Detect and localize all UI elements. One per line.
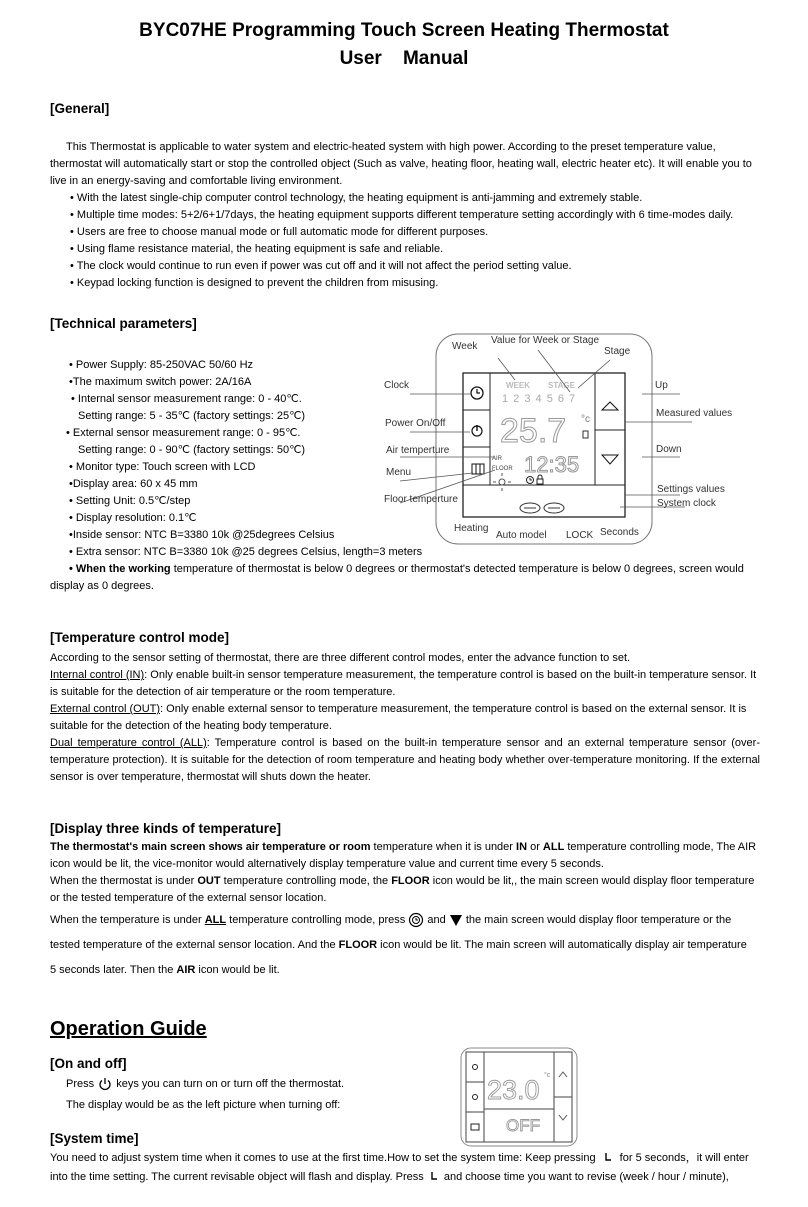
in-text: : Only enable built-in sensor temperature measurement, the temperature control is based on the built-in temperature sensor. It is suitable for the detection of air temperature or the room temperature. <box>50 669 757 698</box>
p5-a: 5 seconds later. Then the <box>50 964 177 976</box>
thermostat-diagram <box>380 330 760 550</box>
p1-a: temperature when it is under <box>373 841 517 853</box>
st-l2a: into the time setting. The current revisable object will flash and display. Press <box>50 1171 427 1183</box>
general-bullet: • Users are free to choose manual mode or full automatic mode for different purposes. <box>70 226 489 238</box>
system-time-line2 <box>50 1169 770 1186</box>
display-three-p1 <box>50 839 760 873</box>
tech-param: • Monitor type: Touch screen with LCD <box>69 461 256 473</box>
label-lock: LOCK <box>566 530 594 541</box>
general-heading: [General] <box>50 101 110 116</box>
heating-icon <box>493 473 511 491</box>
p3-b: temperature controlling mode, press <box>226 914 409 926</box>
p3-and: and <box>424 914 449 926</box>
tech-param: Setting range: 0 - 90℃ (factory settings: 50℃) <box>78 444 306 456</box>
control-mode-heading: [Temperature control mode] <box>50 630 230 645</box>
technical-heading: [Technical parameters] <box>50 316 197 331</box>
p3-c: the main screen would display floor temperature or the <box>462 914 732 926</box>
lcd-unit: °c <box>581 414 590 425</box>
label-measured: Measured values <box>656 408 733 419</box>
doc-title-line2: User Manual <box>339 48 469 69</box>
p1-b: temperature controlling mode, The AIR icon would be lit, the vice-monitor would alternatively display temperature value and current time every 5 seconds. <box>50 841 757 870</box>
display-three-p2 <box>50 873 760 907</box>
out-text: : Only enable external sensor to temperature measurement, the temperature control is based on the external sensor. It is suitable for the detection of the heating body temperature. <box>50 703 747 732</box>
tech-param: • Setting Unit: 0.5℃/step <box>69 495 191 507</box>
label-week: Week <box>452 341 478 352</box>
p2-floor: FLOOR <box>391 875 430 887</box>
label-up: Up <box>655 380 668 391</box>
tech-param: •Inside sensor: NTC B=3380 10k @25degrees Celsius <box>69 529 335 541</box>
thermostat-off-image <box>460 1047 578 1147</box>
lcd-stage-text: STAGE <box>548 381 575 390</box>
on-off-l1a: Press <box>66 1078 98 1090</box>
off-lcd-text: OFF <box>506 1116 540 1135</box>
tech-working-note-lead: • When the working <box>69 563 171 575</box>
label-auto: Auto model <box>496 530 547 541</box>
off-up-icon <box>559 1072 567 1077</box>
lcd-digits-row: 1 2 3 4 5 6 7 <box>502 393 577 405</box>
lcd-main-temp: 25.7 <box>500 412 567 450</box>
off-power-icon <box>473 1095 478 1100</box>
general-bullet: • With the latest single-chip computer control technology, the heating equipment is anti-jamming and extremely stable. <box>70 192 643 204</box>
general-bullet: • Using flame resistance material, the heating equipment is safe and reliable. <box>70 243 444 255</box>
tech-param: • External sensor measurement range: 0 - 95℃. <box>66 427 301 439</box>
p4-b: icon would be lit. The main screen will automatically display air temperature <box>377 939 747 951</box>
display-three-p4 <box>50 937 760 954</box>
label-power: Power On/Off <box>385 418 446 429</box>
label-air: Air temperture <box>386 445 450 456</box>
label-floor: Floor temperture <box>384 494 458 505</box>
lcd-air-tag: AIR <box>492 456 503 462</box>
st-l1a: You need to adjust system time when it comes to use at the first time.How to set the system time: Keep pressing <box>50 1152 599 1164</box>
p4-floor: FLOOR <box>338 939 378 951</box>
p3-a: When the temperature is under <box>50 914 205 926</box>
label-heating: Heating <box>454 523 489 534</box>
label-value-week-stage: Value for Week or Stage <box>491 335 600 346</box>
tech-param: • Internal sensor measurement range: 0 - 40℃. <box>71 393 302 405</box>
label-seconds: Seconds <box>600 527 639 538</box>
off-lcd-unit: °c <box>544 1072 551 1079</box>
control-mode-intro: According to the sensor setting of thermostat, there are three different control modes, enter the advance function to set. <box>50 652 631 664</box>
display-three-heading: [Display three kinds of temperature] <box>50 821 282 836</box>
off-down-icon <box>559 1115 567 1120</box>
system-time-line1 <box>50 1150 770 1167</box>
on-off-heading: [On and off] <box>50 1056 127 1071</box>
off-menu-icon <box>471 1124 479 1130</box>
down-arrow-icon <box>602 455 618 464</box>
lcd-small-icon <box>583 431 588 438</box>
p5-air: AIR <box>176 964 196 976</box>
up-arrow-icon <box>602 402 618 410</box>
power-icon <box>97 1076 113 1092</box>
p2-out: OUT <box>197 875 221 887</box>
on-off-line1 <box>66 1076 466 1093</box>
tech-param: •Display area: 60 x 45 mm <box>69 478 198 490</box>
control-mode-all <box>50 735 760 786</box>
label-clock: Clock <box>384 380 410 391</box>
menu-icon <box>472 464 484 474</box>
tech-param: •The maximum switch power: 2A/16A <box>69 376 252 388</box>
doc-title-line1: BYC07HE Programming Touch Screen Heating Thermostat <box>139 20 669 41</box>
p1-in: IN <box>516 841 528 853</box>
lcd-floor-tag: FLOOR <box>492 466 513 472</box>
tech-param: Setting range: 5 - 35℃ (factory settings: 25℃) <box>78 410 306 422</box>
display-three-p5 <box>50 962 760 979</box>
menu-button[interactable] <box>472 464 484 474</box>
clock-circle-icon <box>408 912 424 928</box>
off-lcd-temp: 23.0 <box>487 1075 540 1105</box>
clock-l-icon <box>599 1151 617 1165</box>
clock-button[interactable] <box>464 374 489 409</box>
general-intro: This Thermostat is applicable to water system and electric-heated system with high power. According to the preset temperature value, thermostat will automatically start or stop the controlled object (Such as valve, heating floor, heating wall, electric heater etc). It will enable you to live in an energy-saving and comfortable living environment. <box>50 141 752 187</box>
on-off-line2: The display would be as the left picture when turning off: <box>66 1099 341 1111</box>
tech-param: • Power Supply: 85-250VAC 50/60 Hz <box>69 359 254 371</box>
label-settings: Settings values <box>657 484 725 495</box>
bottom-left-button[interactable] <box>520 503 540 513</box>
p2-a: When the thermostat is under <box>50 875 198 887</box>
up-button[interactable] <box>602 402 618 410</box>
general-bullet: • Multiple time modes: 5+2/6+1/7days, the heating equipment supports different temperature setting accordingly with 6 time-modes daily. <box>70 209 734 221</box>
lcd-week-text: WEEK <box>506 381 530 390</box>
lock-icon <box>537 479 543 484</box>
p2-b: temperature controlling mode, the <box>220 875 392 887</box>
out-label: External control (OUT) <box>50 703 161 715</box>
label-stage: Stage <box>604 346 631 357</box>
general-bullet: • Keypad locking function is designed to prevent the children from misusing. <box>70 277 439 289</box>
tech-working-note-text: temperature of thermostat is below 0 degrees or thermostat's detected temperature is below 0 degrees, screen would display as 0 degrees. <box>50 563 744 592</box>
power-button[interactable] <box>472 425 482 436</box>
off-clock-icon <box>473 1065 478 1070</box>
in-label: Internal control (IN) <box>50 669 145 681</box>
on-off-l1b: keys you can turn on or turn off the thermostat. <box>113 1078 345 1090</box>
all-text: : Temperature control is based on the built-in temperature sensor and an external temperature sensor (over-temperature protection). It is suitable for the detection of room temperature and heating body whether over-temperature monitoring. If the external sensor is over temperature, thermostat will shuts down the heater. <box>50 737 760 783</box>
p3-all: ALL <box>204 914 227 926</box>
st-l2b: and choose time you want to revise (week / hour / minute), <box>440 1171 729 1183</box>
operation-guide-heading: Operation Guide <box>50 1018 207 1040</box>
system-time-heading: [System time] <box>50 1131 139 1146</box>
down-triangle-icon <box>449 913 463 927</box>
st-l1b: for 5 seconds，it will enter <box>616 1152 749 1164</box>
p1-or: or <box>527 841 543 853</box>
label-down: Down <box>656 444 682 455</box>
p2-c: icon would be lit,, the main screen would display floor temperature or the tested temperature of the external sensor location. <box>50 875 755 904</box>
tech-param: • Display resolution: 0.1℃ <box>69 512 197 524</box>
display-three-p3 <box>50 912 770 929</box>
tech-working-note <box>50 561 762 595</box>
bottom-right-button[interactable] <box>544 503 564 513</box>
all-label: Dual temperature control (ALL) <box>50 737 207 749</box>
down-button[interactable] <box>602 455 618 464</box>
control-mode-out <box>50 701 760 735</box>
tech-param: • Extra sensor: NTC B=3380 10k @25 degrees Celsius, length=3 meters <box>69 546 423 558</box>
lcd-time: 12:35 <box>524 452 580 477</box>
p1-all: ALL <box>542 841 565 853</box>
general-bullet: • The clock would continue to run even if power was cut off and it will not affect the period setting value. <box>70 260 572 272</box>
control-mode-in <box>50 667 760 701</box>
p4-a: tested temperature of the external sensor location. And the <box>50 939 339 951</box>
p5-b: icon would be lit. <box>195 964 280 976</box>
p1-bold: The thermostat's main screen shows air temperature or room <box>50 841 374 853</box>
label-system-clock: System clock <box>657 498 716 509</box>
clock-l-icon <box>427 1170 441 1184</box>
label-menu: Menu <box>386 467 412 478</box>
